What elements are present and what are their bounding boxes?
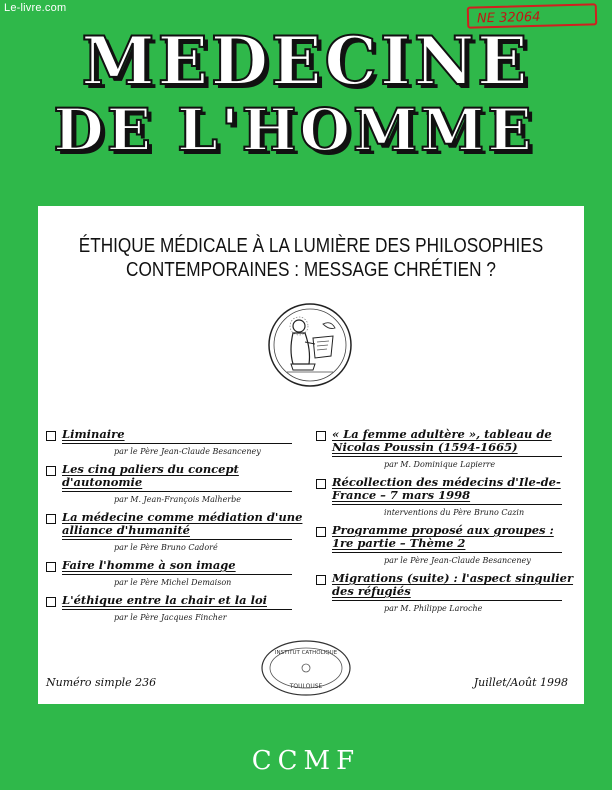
contents-entry xyxy=(46,428,308,457)
checkbox-bullet-icon xyxy=(46,431,56,441)
article-title: Migrations (suite) : l'aspect singulier des réfugiés xyxy=(332,571,574,598)
article-author: par le Père Bruno Cadoré xyxy=(114,543,218,552)
article-author: par le Père Michel Demaison xyxy=(114,578,232,587)
issue-theme xyxy=(76,234,546,282)
contents-entry xyxy=(46,594,308,623)
masthead-line-1: MEDECINE xyxy=(81,22,531,100)
checkbox-bullet-icon xyxy=(46,562,56,572)
divider xyxy=(332,600,562,601)
checkbox-bullet-icon xyxy=(46,597,56,607)
contents-column-right xyxy=(316,428,578,620)
article-author: par M. Jean-François Malherbe xyxy=(114,495,241,504)
issue-theme-line-1: ÉTHIQUE MÉDICALE À LA LUMIÈRE DES PHILOSOPHIES xyxy=(78,235,544,257)
checkbox-bullet-icon xyxy=(46,514,56,524)
article-author: interventions du Père Bruno Cazin xyxy=(384,508,525,517)
article-author: par M. Philippe Laroche xyxy=(384,604,483,613)
article-title: L'éthique entre la chair et la loi xyxy=(62,593,267,607)
checkbox-bullet-icon xyxy=(316,527,326,537)
contents-entry xyxy=(316,428,578,470)
issue-date: Juillet/Août 1998 xyxy=(473,676,568,689)
contents-entry xyxy=(46,511,308,553)
divider xyxy=(62,539,292,540)
issue-number: Numéro simple 236 xyxy=(46,676,157,689)
contents-entry xyxy=(316,524,578,566)
divider xyxy=(62,609,292,610)
divider xyxy=(332,552,562,553)
contents-column-left xyxy=(46,428,308,629)
article-title: Les cinq paliers du concept d'autonomie xyxy=(62,462,239,489)
article-title: Récollection des médecins d'Ile-de-France – 7 mars 1998 xyxy=(332,475,561,502)
article-title: Faire l'homme à son image xyxy=(62,558,236,572)
checkbox-bullet-icon xyxy=(316,479,326,489)
divider xyxy=(62,491,292,492)
engraved-seal-emblem xyxy=(267,302,353,388)
article-author: par le Père Jean-Claude Besanceney xyxy=(384,556,531,565)
checkbox-bullet-icon xyxy=(46,466,56,476)
checkbox-bullet-icon xyxy=(316,575,326,585)
article-title: La médecine comme médiation d'une alliance d'humanité xyxy=(62,510,303,537)
publisher-name: CCMF xyxy=(251,746,361,776)
contents-panel xyxy=(38,206,584,704)
article-author: par le Père Jacques Fincher xyxy=(114,613,227,622)
divider xyxy=(332,456,562,457)
article-author: par M. Dominique Lapierre xyxy=(384,460,496,469)
divider xyxy=(62,443,292,444)
divider xyxy=(62,574,292,575)
handwritten-call-number: NE 32064 xyxy=(467,3,598,28)
article-title: Programme proposé aux groupes : 1re partie – Thème 2 xyxy=(332,523,554,550)
issue-theme-line-2: CONTEMPORAINES : MESSAGE CHRÉTIEN ? xyxy=(126,259,496,281)
stamp-bottom-text: TOULOUSE xyxy=(289,683,323,690)
library-stamp xyxy=(260,638,352,698)
contents-entry xyxy=(316,476,578,518)
contents-entry xyxy=(46,559,308,588)
contents-entry xyxy=(316,572,578,614)
article-title: « La femme adultère », tableau de Nicolas Poussin (1594-1665) xyxy=(332,427,552,454)
article-author: par le Père Jean-Claude Besanceney xyxy=(114,447,261,456)
divider xyxy=(332,504,562,505)
checkbox-bullet-icon xyxy=(316,431,326,441)
stamp-top-text: INSTITUT CATHOLIQUE xyxy=(274,650,338,656)
contents-entry xyxy=(46,463,308,505)
watermark: Le-livre.com xyxy=(4,2,67,14)
masthead-line-2: DE L'HOMME xyxy=(53,96,535,164)
article-title: Liminaire xyxy=(62,427,125,441)
